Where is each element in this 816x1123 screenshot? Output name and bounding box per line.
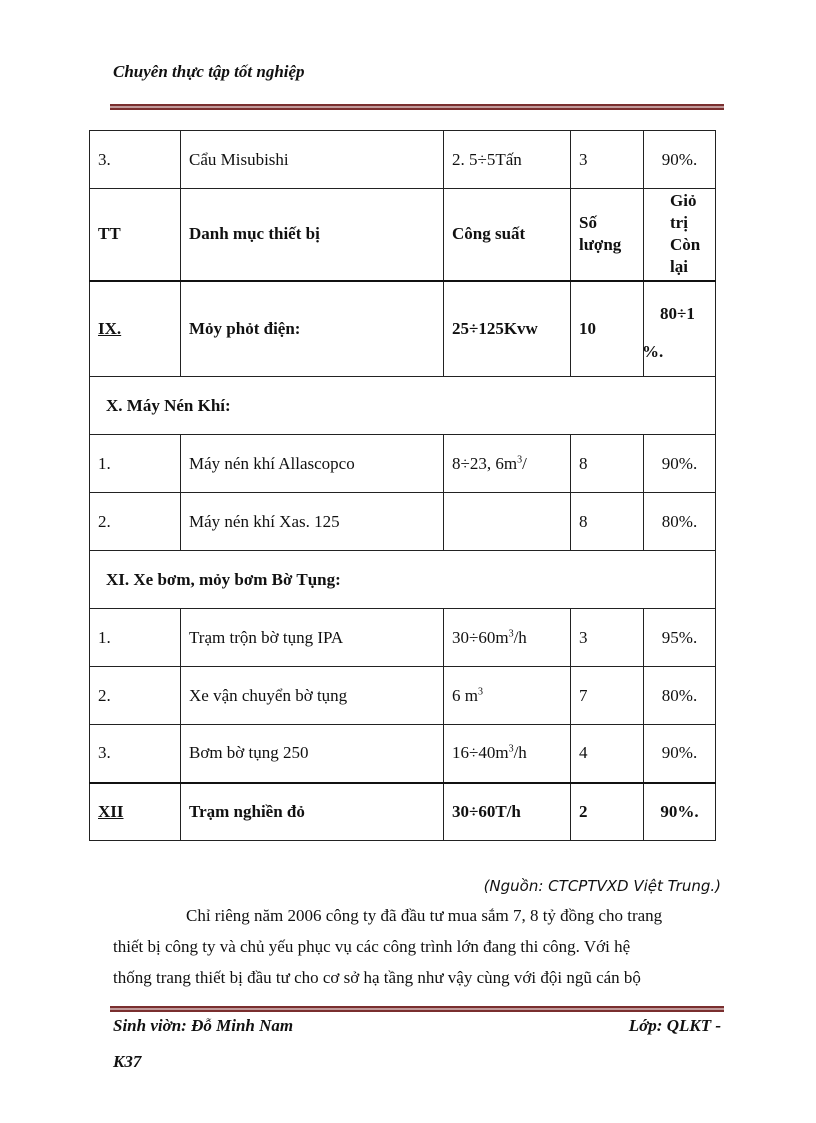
header-capacity: Công suất: [444, 189, 571, 281]
row-remain: 95%.: [644, 609, 716, 667]
section-10-title-row: [90, 377, 716, 435]
row-no: 3.: [90, 725, 181, 783]
section-9-no: IX.: [90, 281, 181, 377]
paragraph-line: thống trang thiết bị đầu tư cho cơ sở hạ tầng như vậy cùng với đội ngũ cán bộ: [113, 968, 641, 987]
header-rule: [110, 104, 724, 110]
footer-class-cont: K37: [113, 1052, 142, 1071]
row-remain: 90%.: [644, 725, 716, 783]
row-qty: 3: [571, 609, 644, 667]
row-name: Trạm trộn bờ tụng IPA: [181, 609, 444, 667]
table-row: [90, 493, 716, 551]
section-12-qty: 2: [571, 783, 644, 841]
table-row: [90, 131, 716, 189]
header-tt: TT: [90, 189, 181, 281]
row-qty: 8: [571, 493, 644, 551]
row-remain: 90%.: [644, 131, 716, 189]
source-note: (Nguồn: CTCPTVXD Việt Trung.): [483, 877, 721, 895]
section-9-remain-a: 80÷1: [660, 303, 695, 323]
section-9-row: [90, 281, 716, 377]
row-remain: 90%.: [644, 435, 716, 493]
section-12-remain: 90%.: [644, 783, 716, 841]
section-11-title-row: [90, 551, 716, 609]
equipment-table: [89, 130, 716, 841]
footer-student: Sinh viờn: Đỗ Minh Nam: [113, 1016, 294, 1035]
section-12-row: [90, 783, 716, 841]
row-capacity: $30\div 60m^3/h$: [444, 609, 571, 667]
paragraph-line: Chỉ riêng năm 2006 công ty đã đầu tư mua sắm 7, 8 tỷ đồng cho trang: [186, 906, 663, 925]
row-no: 2.: [90, 493, 181, 551]
row-qty: 7: [571, 667, 644, 725]
row-remain: 80%.: [644, 667, 716, 725]
row-name: Bơm bờ tụng 250: [181, 725, 444, 783]
table-row: [90, 609, 716, 667]
row-qty: 4: [571, 725, 644, 783]
footer-class: Lớp: QLKT -: [628, 1016, 721, 1035]
row-name: Cẩu Misubishi: [181, 131, 444, 189]
row-no: 2.: [90, 667, 181, 725]
page-header-title: Chuyên thực tập tốt nghiệp: [113, 62, 305, 81]
row-name: Máy nén khí Xas. 125: [181, 493, 444, 551]
row-name: Máy nén khí Allascopco: [181, 435, 444, 493]
row-qty: 3: [571, 131, 644, 189]
section-10-title: X. Máy Nén Khí:: [90, 377, 716, 435]
table-row: [90, 725, 716, 783]
section-9-capacity: 25÷125Kvw: [444, 281, 571, 377]
table-row: [90, 435, 716, 493]
header-remain: Giỏ trị Còn lại: [644, 189, 716, 281]
section-9-name: Mỏy phỏt điện:: [181, 281, 444, 377]
row-no: 1.: [90, 435, 181, 493]
row-capacity: $16\div 40m^3/h$: [444, 725, 571, 783]
header-name: Danh mục thiết bị: [181, 189, 444, 281]
table-header-row: [90, 189, 716, 281]
table-row: [90, 667, 716, 725]
section-9-qty: 10: [571, 281, 644, 377]
row-capacity: 2. 5÷5Tấn: [444, 131, 571, 189]
body-paragraph: [113, 900, 721, 993]
section-9-remain: [644, 281, 716, 377]
header-qty: Số lượng: [571, 189, 644, 281]
row-no: 1.: [90, 609, 181, 667]
footer-rule: [110, 1006, 724, 1012]
row-capacity: [444, 493, 571, 551]
row-qty: 8: [571, 435, 644, 493]
row-remain: 80%.: [644, 493, 716, 551]
row-no: 3.: [90, 131, 181, 189]
row-capacity: 8÷23, $6m^3/$: [444, 435, 571, 493]
section-12-name: Trạm nghiền đỏ: [181, 783, 444, 841]
section-9-remain-b: %.: [642, 341, 664, 361]
section-11-title: XI. Xe bơm, mỏy bơm Bờ Tụng:: [90, 551, 716, 609]
row-capacity: 6 $m^3$: [444, 667, 571, 725]
section-12-no: XII: [90, 783, 181, 841]
section-12-capacity: 30÷60T/h: [444, 783, 571, 841]
row-name: Xe vận chuyển bờ tụng: [181, 667, 444, 725]
paragraph-line: thiết bị công ty và chủ yếu phục vụ các công trình lớn đang thi công. Với hệ: [113, 937, 631, 956]
